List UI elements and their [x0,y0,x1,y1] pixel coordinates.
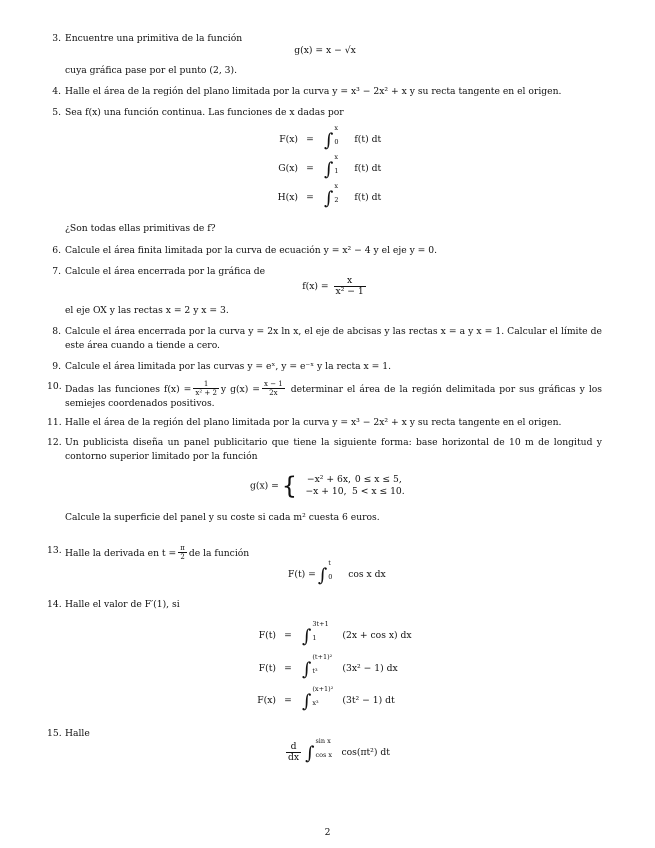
equation-lhs: F(t) [258,663,276,674]
problem-text: Calcule el área encerrada por la curva y = 2x ln x, el eje de abcisas y las rectas x = a y x = 1. Calcular el límite de este área cuando a tiende a cero. [65,326,602,351]
equation-rhs: f(t) dt [354,192,382,203]
problem-number: 6. [52,245,61,256]
denominator: dx [288,752,300,763]
problem-6 [47,244,602,258]
case-row [300,474,405,486]
problem-number: 3. [52,33,61,44]
integral-sign: ∫ [302,659,312,680]
problem-8 [47,325,602,353]
integral-sign: ∫ [324,159,334,180]
lower-limit: t³ [312,666,318,675]
problem-text: Halle el área de la región del plano limitada por la curva y = x³ − 2x² + x y su recta tangente en el origen. [65,417,562,428]
piecewise-function [250,472,405,500]
brace-icon: { [281,472,298,500]
problem-11 [47,416,602,430]
integral-sign: ∫ [305,743,315,764]
case-expr: −x + 10, [305,486,347,497]
integral-sign: ∫ [302,691,312,712]
text-part: de la función [188,548,250,559]
equation-row: F(t) = ∫ 3t+1 1 (2x + cos x) dx [240,626,412,647]
equation-row: F(t) = ∫ (t+1)² t³ (3x² − 1) dx [240,659,398,680]
formula-derivative [284,736,390,764]
text-part: determinar el área de la región delimitada por sus gráficas y los semiejes coordenados positivos. [65,384,602,409]
fraction [193,380,219,397]
problem-number: 8. [52,326,61,337]
equation-rhs: (3x² − 1) dx [342,663,398,674]
lower-limit: x³ [312,698,319,707]
problem-text: Un publicista diseña un panel publicitario que tiene la siguiente forma: base horizontal de 10 m de longitud y contorno superior limitado por la función [65,437,602,462]
equation-row: G(x) = ∫ x 1 f(t) dt [262,159,381,180]
problem-4 [47,85,602,99]
problem-number: 4. [52,86,61,97]
upper-limit: x [334,123,339,132]
upper-limit: (x+1)² [312,684,334,693]
problem-text: Calcule el área encerrada por la gráfica de [65,266,266,277]
text-part: Dadas las funciones f(x) = [65,384,192,395]
formula-f [290,276,380,297]
lower-limit: 2 [334,195,339,204]
numerator: π [180,544,185,552]
problem-number: 14. [47,599,62,610]
equation-lhs: H(x) [277,192,298,203]
equation-row: F(x) = ∫ x 0 f(t) dt [262,130,381,151]
equation-lhs: G(x) [278,163,298,174]
problem-number: 12. [47,437,62,448]
upper-limit: sin x [315,736,331,745]
problem-3 [47,32,602,46]
problem-text: ¿Son todas ellas primitivas de f? [65,223,216,234]
lower-limit: 1 [312,633,317,642]
equation-rhs: f(t) dt [354,134,382,145]
upper-limit: x [334,152,339,161]
problem-5 [47,106,602,120]
integral-sign: ∫ [324,130,334,151]
text-part: y g(x) = [220,384,261,395]
equation-row: F(x) = ∫ (x+1)² x³ (3t² − 1) dt [240,691,395,712]
text-part: Halle la derivada en t = [65,548,177,559]
upper-limit: 3t+1 [312,619,329,628]
problem-text: el eje OX y las rectas x = 2 y x = 3. [65,305,229,316]
numerator: x [334,276,366,287]
problem-text: Calcule la superficie del panel y su coste si cada m² cuesta 6 euros. [65,512,380,523]
problem-text: Halle el área de la región del plano limitada por la curva y = x³ − 2x² + x y su recta tangente en el origen. [65,86,562,97]
equation-row: H(x) = ∫ x 2 f(t) dt [262,188,381,209]
integral-limits [312,684,342,710]
formula-g: g(x) = x − √x [294,45,356,56]
formula-lhs: F(t) = [288,569,316,580]
integral-limits [315,736,341,762]
integrand: cos x dx [348,569,386,580]
denominator: x² − 1 [335,286,364,297]
problem-number: 5. [52,107,61,118]
upper-limit: (t+1)² [312,652,333,661]
problem-text: Halle [65,728,90,739]
problem-text: Calcule el área limitada por las curvas y = eˣ, y = e⁻ˣ y la recta x = 1. [65,361,392,372]
numerator: d [286,742,301,753]
numerator: 1 [193,380,219,389]
problem-number: 7. [52,266,61,277]
problem-text: Sea f(x) una función continua. Las funciones de x dadas por [65,107,344,118]
case-row [300,486,405,498]
problem-12 [47,436,602,464]
denominator: x² + 2 [195,389,217,397]
problem-number: 11. [47,417,62,428]
integral-limits [334,152,354,178]
case-cond: 5 < x ≤ 10. [351,486,405,497]
problem-number: 10. [47,381,62,392]
lower-limit: 1 [334,166,339,175]
equation-rhs: (3t² − 1) dt [342,695,395,706]
integrand: cos(πt²) dt [341,747,390,758]
formula-lhs: f(x) = [302,281,329,292]
denominator: 2 [180,553,185,561]
numerator: x − 1 [264,380,283,388]
case-expr: −x² + 6x, [306,474,351,485]
page-number: 2 [324,827,331,838]
upper-limit: x [334,181,339,190]
lower-limit: 0 [334,137,339,146]
integral-sign: ∫ [317,565,328,586]
integral-limits [334,181,354,207]
problem-14 [47,598,602,612]
fraction [334,276,366,297]
problem-text: cuya gráfica pase por el punto (2, 3). [65,65,238,76]
lower-limit: cos x [315,750,333,759]
formula-F [288,558,386,586]
problem-5-continued [47,222,602,236]
lower-limit: 0 [328,572,333,581]
equation-lhs: F(t) [258,630,276,641]
problem-text: Halle el valor de F′(1), si [65,599,180,610]
problem-number: 9. [52,361,61,372]
fraction [262,380,285,397]
case-cond: 0 ≤ x ≤ 5, [354,474,402,485]
fraction [286,742,301,763]
integral-limits [328,558,348,584]
problem-number: 13. [47,545,62,556]
problem-number: 15. [47,728,62,739]
problem-text [65,380,602,411]
integral-limits [334,123,354,149]
denominator: 2x [269,389,278,397]
formula-lhs: g(x) = [250,480,279,492]
problem-13 [47,544,602,561]
problem-12-continued [47,511,602,525]
fraction [178,544,187,561]
upper-limit: t [328,558,331,567]
problem-text: Encuentre una primitiva de la función [65,33,243,44]
equation-lhs: F(x) [279,134,298,145]
problem-10 [47,380,602,411]
integral-sign: ∫ [302,626,312,647]
equation-rhs: f(t) dt [354,163,382,174]
integral-sign: ∫ [324,188,334,209]
cases [300,474,405,498]
problem-9 [47,360,602,374]
integral-limits [312,619,342,645]
problem-3-continued [47,64,602,78]
equation-lhs: F(x) [257,695,276,706]
integral-limits [312,652,342,678]
problem-text: Calcule el área finita limitada por la curva de ecuación y = x² − 4 y el eje y = 0. [65,245,438,256]
equation-rhs: (2x + cos x) dx [342,630,412,641]
problem-7-continued [47,304,602,318]
